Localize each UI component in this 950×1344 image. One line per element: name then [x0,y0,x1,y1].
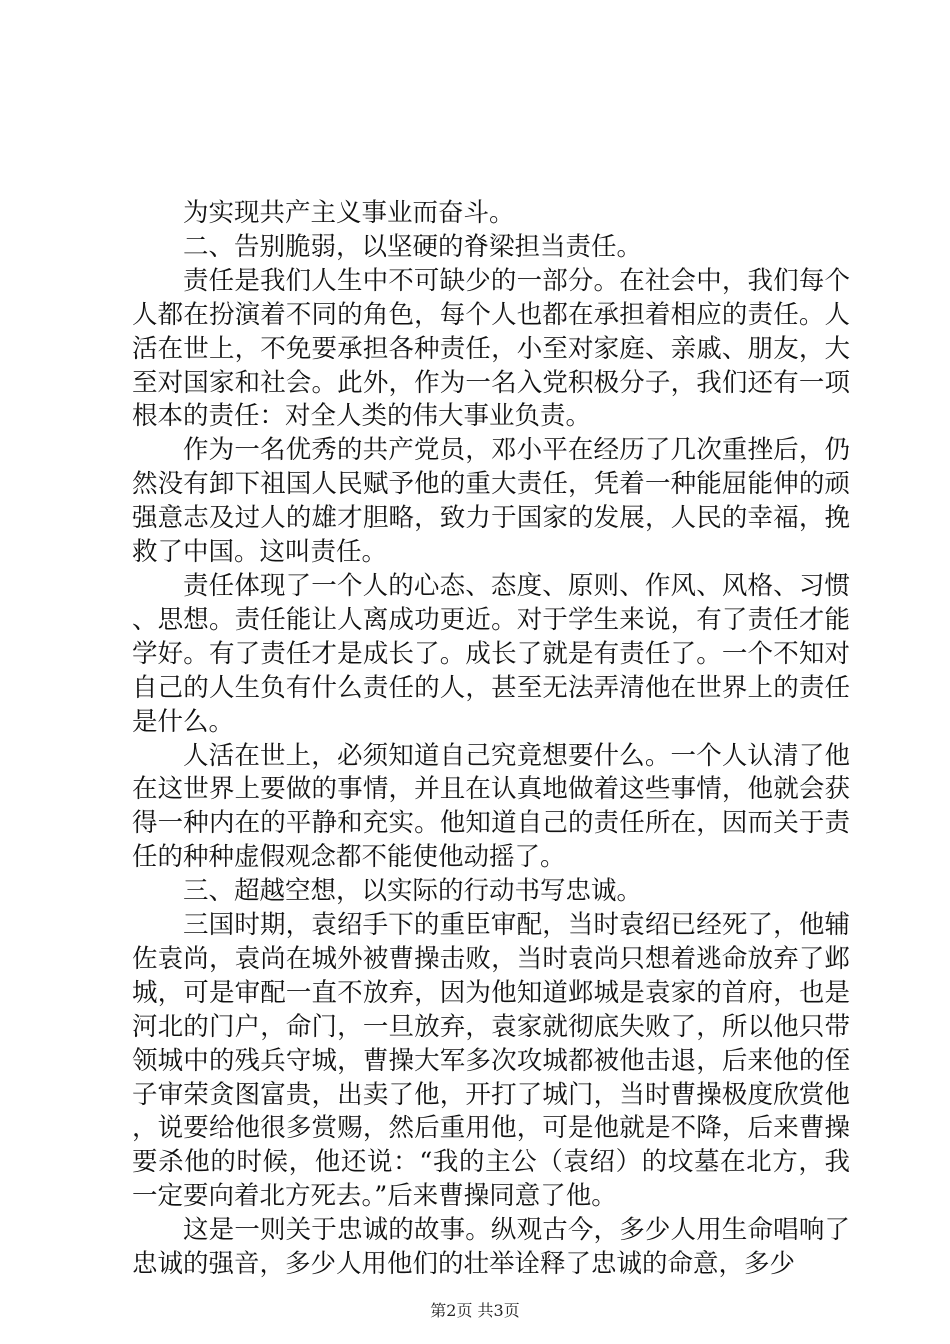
page-number-footer: 第2页 共3页 [430,1301,520,1320]
paragraph: 责任是我们人生中不可缺少的一部分。在社会中，我们每个人都在扮演着不同的角色，每个人也都在承担着相应的责任。人活在世上，不免要承担各种责任，小至对家庭、亲戚、朋友，大至对国家和社会。此外，作为一名入党积极分子，我们还有一项根本的责任：对全人类的伟大事业负责。 [132,265,850,432]
paragraph: 人活在世上，必须知道自己究竟想要什么。一个人认清了他在这世界上要做的事情，并且在认真地做着这些事情，他就会获得一种内在的平静和充实。他知道自己的责任所在，因而关于责任的种种虚假观念都不能使他动摇了。 [132,740,850,873]
section-heading: 二、告别脆弱，以坚硬的脊梁担当责任。 [183,231,643,262]
document-body [132,197,850,1282]
paragraph: 这是一则关于忠诚的故事。纵观古今，多少人用生命唱响了忠诚的强音，多少人用他们的壮举诠释了忠诚的命意，多少 [132,1215,850,1280]
paragraph: 为实现共产主义事业而奋斗。 [183,198,515,228]
paragraph: 作为一名优秀的共产党员，邓小平在经历了几次重挫后，仍然没有卸下祖国人民赋予他的重大责任，凭着一种能屈能伸的顽强意志及过人的雄才胆略，致力于国家的发展，人民的幸福，挽救了中国。这叫责任。 [132,435,850,568]
paragraph: 责任体现了一个人的心态、态度、原则、作风、风格、习惯、思想。责任能让人离成功更近。对于学生来说，有了责任才能学好。有了责任才是成长了。成长了就是有责任了。一个不知对自己的人生负有什么责任的人，甚至无法弄清他在世界上的责任是什么。 [132,570,850,737]
paragraph: 三国时期，袁绍手下的重臣审配，当时袁绍已经死了，他辅佐袁尚，袁尚在城外被曹操击败，当时袁尚只想着逃命放弃了邺城，可是审配一直不放弃，因为他知道邺城是袁家的首府，也是河北的门户，命门，一旦放弃，袁家就彻底失败了，所以他只带领城中的残兵守城，曹操大军多次攻城都被他击退，后来他的侄子审荣贪图富贵，出卖了他，开打了城门，当时曹操极度欣赏他，说要给他很多赏赐，然后重用他，可是他就是不降，后来曹操要杀他的时候，他还说：“我的主公（袁绍）的坟墓在北方，我一定要向着北方死去。”后来曹操同意了他。 [132,910,850,1212]
section-heading: 三、超越空想，以实际的行动书写忠诚。 [183,876,643,907]
